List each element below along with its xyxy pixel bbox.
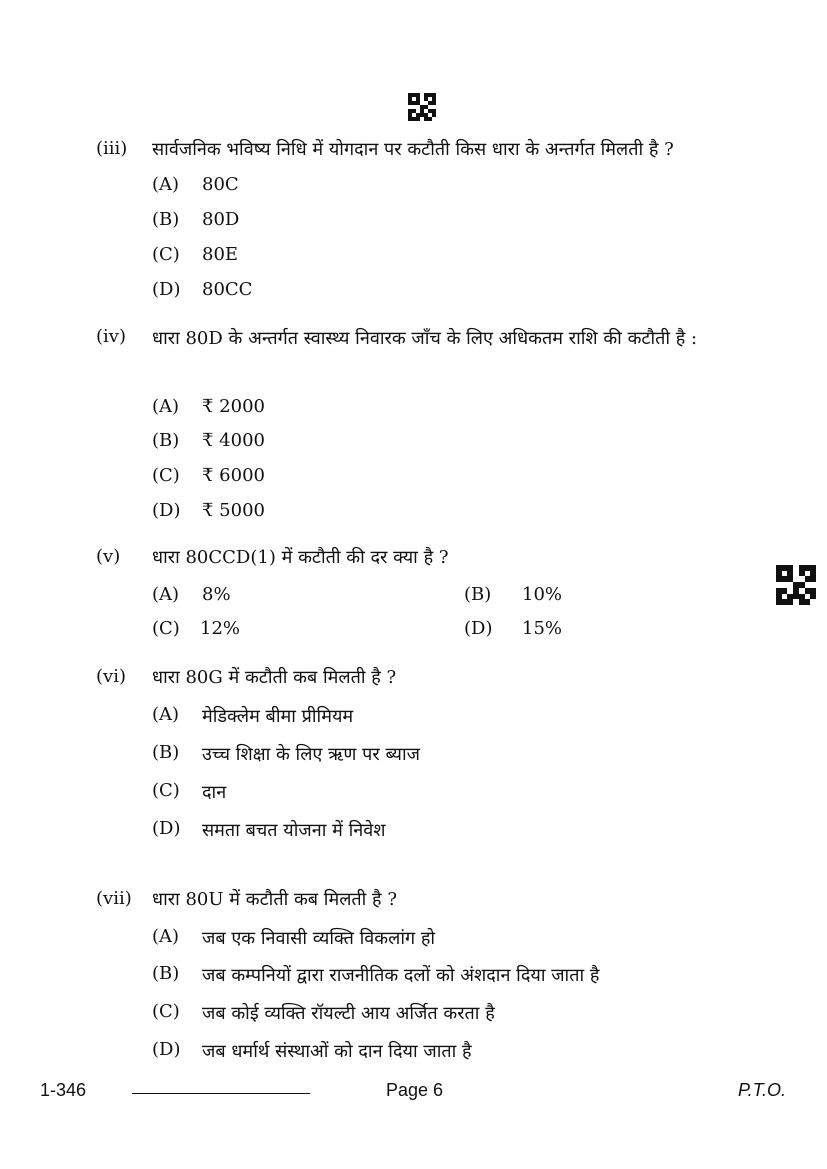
question-vi bbox=[96, 662, 756, 694]
option-label: (D) bbox=[152, 279, 181, 300]
option-text: ₹ 5000 bbox=[202, 500, 265, 521]
paper-code: 1-346 bbox=[40, 1080, 87, 1100]
option-text: 15% bbox=[522, 618, 563, 639]
option-label: (B) bbox=[464, 584, 492, 605]
option-label: (A) bbox=[152, 704, 180, 725]
question-v bbox=[96, 542, 756, 574]
qr-code-side bbox=[776, 565, 816, 605]
option-text: जब धर्मार्थ संस्थाओं को दान दिया जाता है bbox=[202, 1041, 472, 1062]
qr-code-top bbox=[408, 93, 436, 121]
option-text: 80C bbox=[202, 174, 239, 195]
option-text: ₹ 6000 bbox=[202, 465, 265, 486]
question-text: धारा 80D के अन्तर्गत स्वास्थ्य निवारक जाँच के लिए अधिकतम राशि की कटौती है : bbox=[152, 328, 698, 349]
option-text: ₹ 4000 bbox=[202, 430, 265, 451]
option-text: 80D bbox=[202, 209, 240, 230]
question-number: (vii) bbox=[96, 888, 132, 909]
option-text: 12% bbox=[200, 618, 241, 639]
option-text: 80E bbox=[202, 244, 239, 265]
option-label: (D) bbox=[152, 818, 181, 839]
option-text: जब कोई व्यक्ति रॉयल्टी आय अर्जित करता है bbox=[202, 1003, 495, 1024]
option-text: दान bbox=[202, 782, 227, 803]
question-iv bbox=[96, 322, 756, 356]
question-vii bbox=[96, 884, 756, 916]
option-text: जब एक निवासी व्यक्ति विकलांग हो bbox=[202, 928, 436, 949]
option-text: मेडिक्लेम बीमा प्रीमियम bbox=[202, 706, 354, 727]
option-label: (D) bbox=[464, 618, 493, 639]
option-label: (A) bbox=[152, 174, 180, 195]
option-label: (A) bbox=[152, 396, 180, 417]
option-text: 10% bbox=[522, 584, 563, 605]
option-label: (C) bbox=[152, 244, 180, 265]
option-label: (B) bbox=[152, 430, 180, 451]
option-label: (C) bbox=[152, 1001, 180, 1022]
page-number: Page 6 bbox=[386, 1080, 444, 1100]
pto-label: P.T.O. bbox=[738, 1080, 787, 1100]
option-label: (A) bbox=[152, 926, 180, 947]
question-text: धारा 80U में कटौती कब मिलती है ? bbox=[152, 889, 397, 910]
question-iii bbox=[96, 134, 756, 166]
option-label: (C) bbox=[152, 780, 180, 801]
option-label: (C) bbox=[152, 618, 180, 639]
option-label: (C) bbox=[152, 465, 180, 486]
option-text: जब कम्पनियों द्वारा राजनीतिक दलों को अंशदान दिया जाता है bbox=[202, 965, 600, 986]
option-text: 80CC bbox=[202, 279, 253, 300]
question-number: (v) bbox=[96, 546, 121, 567]
option-label: (D) bbox=[152, 500, 181, 521]
option-text: 8% bbox=[202, 584, 231, 605]
question-number: (vi) bbox=[96, 666, 126, 687]
option-label: (A) bbox=[152, 584, 180, 605]
question-text: सार्वजनिक भविष्य निधि में योगदान पर कटौती किस धारा के अन्तर्गत मिलती है ? bbox=[152, 139, 674, 160]
question-number: (iii) bbox=[96, 138, 128, 159]
option-text: उच्च शिक्षा के लिए ऋण पर ब्याज bbox=[202, 744, 420, 765]
question-text: धारा 80G में कटौती कब मिलती है ? bbox=[152, 667, 397, 688]
question-text: धारा 80CCD(1) में कटौती की दर क्या है ? bbox=[152, 547, 449, 568]
option-label: (B) bbox=[152, 742, 180, 763]
option-label: (D) bbox=[152, 1039, 181, 1060]
option-text: ₹ 2000 bbox=[202, 396, 265, 417]
option-text: समता बचत योजना में निवेश bbox=[202, 820, 386, 841]
option-label: (B) bbox=[152, 963, 180, 984]
footer-divider bbox=[132, 1093, 310, 1094]
option-label: (B) bbox=[152, 209, 180, 230]
question-number: (iv) bbox=[96, 326, 126, 347]
